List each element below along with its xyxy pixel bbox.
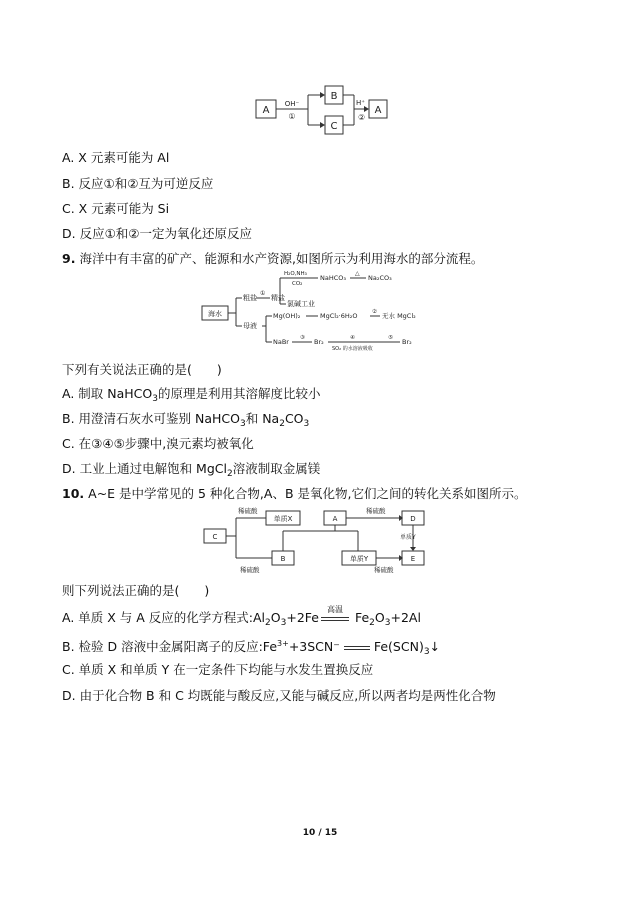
- mother-liquor-label: 母液: [243, 322, 257, 330]
- q9-stem-text: 海洋中有丰富的矿产、能源和水产资源,如图所示为利用海水的部分流程。: [79, 251, 484, 266]
- q10-number: 10.: [62, 486, 85, 501]
- q9-option-c: C. 在③④⑤步骤中,溴元素均被氧化: [62, 436, 254, 451]
- node-a-left-label: A: [262, 105, 270, 116]
- q9-option-b: B. 用澄清石灰水可鉴别 NaHCO$_3$和 $Na_2CO_3$: [62, 411, 310, 429]
- seawater-flow-diagram: [200, 268, 430, 356]
- h-reagent: H⁺: [356, 99, 365, 107]
- q10-option-c: C. 单质 X 和单质 Y 在一定条件下均能与水发生置换反应: [62, 662, 374, 677]
- q9-option-d: D. 工业上通过电解饱和 MgCl$_2$溶液制取金属镁: [62, 461, 321, 479]
- reaction-diagram-1: [250, 80, 390, 138]
- mgcl2-hydrate-label: MgCl₂·6H₂O: [320, 312, 358, 320]
- acid-label-2: 稀硫酸: [366, 507, 386, 515]
- page-number: 10 / 15: [302, 828, 338, 838]
- node-d-label: D: [410, 515, 416, 523]
- q9-prompt: 下列有关说法正确的是( ): [62, 362, 222, 377]
- q9-stem: [62, 251, 483, 267]
- q10-stem-text: A~E 是中学常见的 5 种化合物,A、B 是氧化物,它们之间的转化关系如图所示。: [88, 486, 527, 501]
- refined-salt-label: 精盐: [271, 294, 285, 302]
- step-2-label: ②: [358, 113, 366, 122]
- nabr-label: NaBr: [273, 338, 289, 346]
- br2-label-2: Br₂: [402, 338, 412, 346]
- high-temp-condition: 高温: [326, 605, 343, 614]
- node-a-label: A: [332, 515, 338, 523]
- element-y-arrow-label: 单质Y: [400, 534, 416, 541]
- so2-absorption-label: SO₂ 的水溶液吸收: [332, 346, 373, 352]
- crude-salt-label: 粗盐: [243, 294, 257, 302]
- q8-option-b: B. 反应①和②互为可逆反应: [62, 176, 214, 191]
- step-3-label: ③: [300, 335, 305, 341]
- step-4-label: ④: [350, 335, 355, 341]
- mgoh2-label: Mg(OH)₂: [273, 312, 301, 320]
- step-2-label: ②: [372, 309, 377, 315]
- step-1-label: ①: [260, 290, 266, 297]
- br2-label-1: Br₂: [314, 338, 324, 346]
- node-a-right-label: A: [374, 105, 382, 116]
- q9-option-a: A. 制取 NaHCO$_3$的原理是利用其溶解度比较小: [62, 386, 321, 404]
- q8-option-a: A. X 元素可能为 Al: [62, 150, 170, 165]
- anhydrous-mgcl2-label: 无水 MgCl₂: [382, 312, 416, 320]
- nahco3-label: NaHCO₃: [320, 274, 346, 282]
- step-5-label: ⑤: [388, 335, 393, 341]
- acid-label-4: 稀硫酸: [374, 566, 394, 574]
- q10-prompt: 则下列说法正确的是( ): [62, 583, 210, 598]
- seawater-label: 海水: [208, 310, 222, 318]
- node-b-label: B: [330, 91, 338, 102]
- acid-label-1: 稀硫酸: [238, 507, 258, 515]
- compound-relation-diagram: [196, 505, 436, 575]
- q10-stem: [62, 486, 526, 502]
- q10-option-d: D. 由于化合物 B 和 C 均既能与酸反应,又能与碱反应,所以两者均是两性化合物: [62, 688, 496, 703]
- co2-label: CO₂: [292, 281, 303, 287]
- q9-number: 9.: [62, 251, 76, 266]
- q10-option-b: B. 检验 D 溶液中金属阳离子的反应$:Fe^{3+}+3SCN^-$ $Fe(SCN)_3↓$: [62, 639, 441, 657]
- q8-option-d: D. 反应①和②一定为氧化还原反应: [62, 226, 252, 241]
- element-x-label: 单质X: [273, 515, 293, 523]
- element-y-label: 单质Y: [349, 555, 369, 563]
- q8-option-c: C. X 元素可能为 Si: [62, 201, 170, 216]
- heat-symbol: △: [355, 270, 360, 277]
- na2co3-label: Na₂CO₃: [368, 274, 392, 282]
- node-c-label: C: [212, 533, 218, 541]
- node-e-label: E: [410, 555, 416, 563]
- node-c-label: C: [330, 121, 338, 132]
- oh-reagent: OH⁻: [284, 100, 300, 108]
- reagents-label: H₂O,NH₃: [284, 271, 307, 277]
- node-b-label: B: [280, 555, 286, 563]
- acid-label-3: 稀硫酸: [240, 566, 260, 574]
- q10-option-a: A. 单质 X 与 A 反应的化学方程式$:Al_2O_3+2Fe$ 高温 $Fe_2O_3+2Al$: [62, 610, 421, 631]
- chlor-alkali-label: 氯碱工业: [287, 300, 315, 308]
- step-1-label: ①: [288, 112, 296, 121]
